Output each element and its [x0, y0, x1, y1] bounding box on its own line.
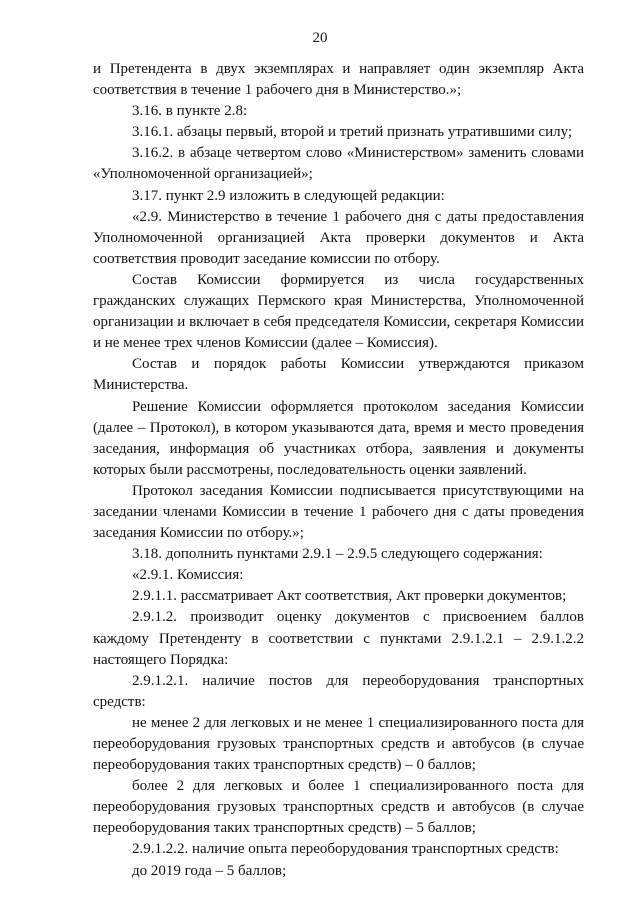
paragraph: 3.17. пункт 2.9 изложить в следующей редакции: [132, 187, 445, 204]
paragraph: «2.9.1. Комиссия: [132, 567, 244, 584]
paragraph: не менее 2 для легковых и не менее 1 специализированного поста для переоборудования грузовых транспортных средств и автобусов (в случае переоборудования таких транспортных средств) – 0 баллов; [93, 714, 584, 774]
paragraph: Состав Комиссии формируется из числа государственных гражданских служащих Пермского края Министерства, Уполномоченной организации и включает в себя председателя Комиссии, секретаря Комиссии и не менее трех членов Комиссии (далее – Комиссия). [93, 271, 584, 352]
paragraph: 2.9.1.1. рассматривает Акт соответствия, Акт проверки документов; [132, 588, 567, 605]
paragraph: Решение Комиссии оформляется протоколом заседания Комиссии (далее – Протокол), в котором указываются дата, время и место проведения заседания, информация об участниках отбора, заявления и документы которых были рассмотрены, последовательность оценки заявлений. [93, 398, 584, 478]
paragraph: более 2 для легковых и более 1 специализированного поста для переоборудования грузовых транспортных средств и автобусов (в случае переоборудования таких транспортных средств) – 5 баллов; [93, 778, 584, 837]
paragraph: 2.9.1.2.1. наличие постов для переоборудования транспортных средств: [93, 672, 584, 710]
paragraph: Протокол заседания Комиссии подписывается присутствующими на заседании членами Комиссии в течение 1 рабочего дня с даты проведения заседания Комиссии по отбору.»; [93, 482, 584, 542]
paragraph: Состав и порядок работы Комиссии утверждаются приказом Министерства. [93, 356, 584, 394]
paragraph: «2.9. Министерство в течение 1 рабочего дня с даты предоставления Уполномоченной организацией Акта проверки документов и Акта соответствия проводит заседание комиссии по отбору. [93, 208, 584, 267]
page-number: 20 [312, 30, 328, 46]
paragraph: 3.18. дополнить пунктами 2.9.1 – 2.9.5 следующего содержания: [132, 546, 543, 563]
paragraph: до 2019 года – 5 баллов; [132, 862, 287, 879]
paragraph: 3.16. в пункте 2.8: [132, 103, 248, 120]
document-body [93, 59, 584, 882]
paragraph: 3.16.2. в абзаце четвертом слово «Министерством» заменить словами «Уполномоченной организацией»; [93, 145, 584, 183]
paragraph: 2.9.1.2. производит оценку документов с присвоением баллов каждому Претенденту в соответствии с пунктами 2.9.1.2.1 – 2.9.1.2.2 настоящего Порядка: [93, 609, 584, 668]
paragraph: и Претендента в двух экземплярах и направляет один экземпляр Акта соответствия в течение 1 рабочего дня в Министерство.»; [93, 61, 584, 99]
paragraph: 3.16.1. абзацы первый, второй и третий признать утратившими силу; [132, 124, 573, 141]
paragraph: 2.9.1.2.2. наличие опыта переоборудования транспортных средств: [132, 841, 559, 858]
